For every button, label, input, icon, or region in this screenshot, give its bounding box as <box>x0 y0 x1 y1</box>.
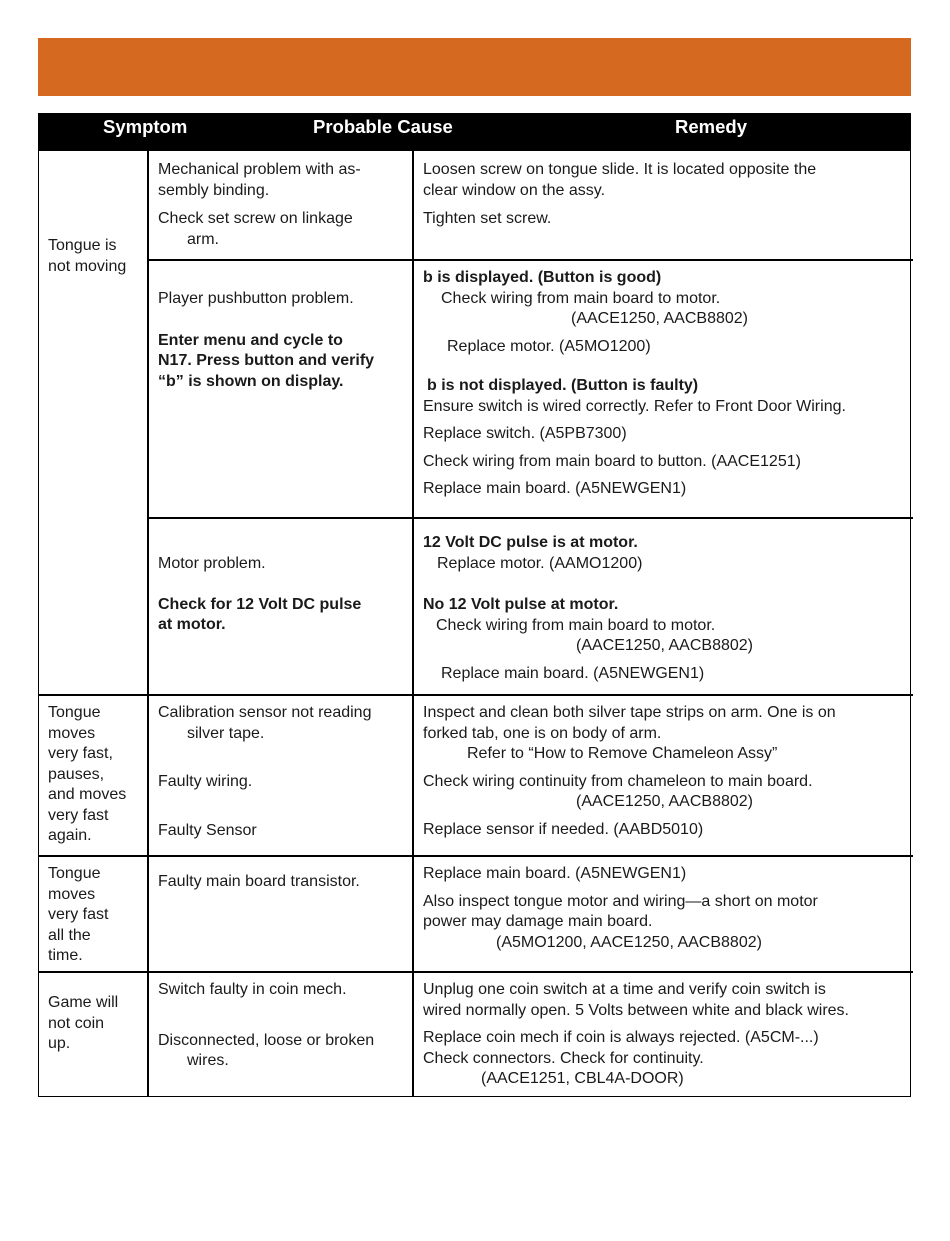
symptom-cell: Tongue moves very fast all the time. <box>48 865 109 964</box>
row-divider <box>147 517 913 519</box>
cause-cell: Faulty main board transistor. <box>158 873 360 890</box>
troubleshooting-table <box>38 113 911 1097</box>
cause-cell: Calibration sensor not reading silver tape. Faulty wiring. Faulty Sensor <box>158 704 372 839</box>
cause-cell: Player pushbutton problem. Enter menu and cycle to N17. Press button and verify “b” is shown on display. <box>158 290 375 390</box>
row-divider <box>39 855 913 857</box>
section-banner <box>38 38 911 96</box>
column-divider <box>412 151 414 1096</box>
header-remedy: Remedy <box>675 116 747 137</box>
table-body <box>38 151 911 1097</box>
remedy-cell: Unplug one coin switch at a time and verify coin switch is wired normally open. 5 Volts between white and black wires. Replace coin mech if coin is always rejected. (A5CM-...) Check connectors. Check for continuity. (AACE1251, CBL4A-DOOR) <box>423 981 849 1087</box>
row-divider <box>39 694 913 696</box>
remedy-cell: Replace main board. (A5NEWGEN1) Also inspect tongue motor and wiring—a short on motor power may damage main board. (A5MO1200, AACE1250, AACB8802) <box>423 865 818 951</box>
cause-cell: Motor problem. Check for 12 Volt DC pulse at motor. <box>158 555 362 633</box>
header-probable-cause: Probable Cause <box>313 116 453 137</box>
cause-cell: Switch faulty in coin mech. Disconnected, loose or broken wires. <box>158 981 375 1069</box>
symptom-cell: Tongue moves very fast, pauses, and moves very fast again. <box>48 704 127 844</box>
symptom-cell: Game will not coin up. <box>48 994 119 1052</box>
remedy-cell: b is displayed. (Button is good) Check wiring from main board to motor. (AACE1250, AACB8802) Replace motor. (A5MO1200) b is not displayed. (Button is faulty) Ensure switch is wired correctly. Refer to Front Door Wiring. Replace switch. (A5PB7300) Check wiring from main board to button. (AACE1251) Replace main board. (A5NEWGEN1) <box>423 269 846 497</box>
remedy-cell: 12 Volt DC pulse is at motor. Replace motor. (AAMO1200) No 12 Volt pulse at motor. Check wiring from main board to motor. (AACE1250, AACB8802) Replace main board. (A5NEWGEN1) <box>423 534 753 682</box>
row-divider <box>147 259 913 261</box>
cause-cell: Mechanical problem with as- sembly binding. Check set screw on linkage arm. <box>158 161 361 248</box>
symptom-cell: Tongue is not moving <box>48 237 127 275</box>
header-symptom: Symptom <box>103 116 188 137</box>
remedy-cell: Loosen screw on tongue slide. It is located opposite the clear window on the assy. Tighten set screw. <box>423 161 817 227</box>
row-divider <box>39 971 913 973</box>
table-header <box>38 113 911 151</box>
column-divider <box>147 151 149 1096</box>
remedy-cell: Inspect and clean both silver tape strips on arm. One is on forked tab, one is on body of arm. Refer to “How to Remove Chameleon Assy” Check wiring continuity from chameleon to main board. (AACE1250, AACB8802) Replace sensor if needed. (AABD5010) <box>423 704 836 838</box>
